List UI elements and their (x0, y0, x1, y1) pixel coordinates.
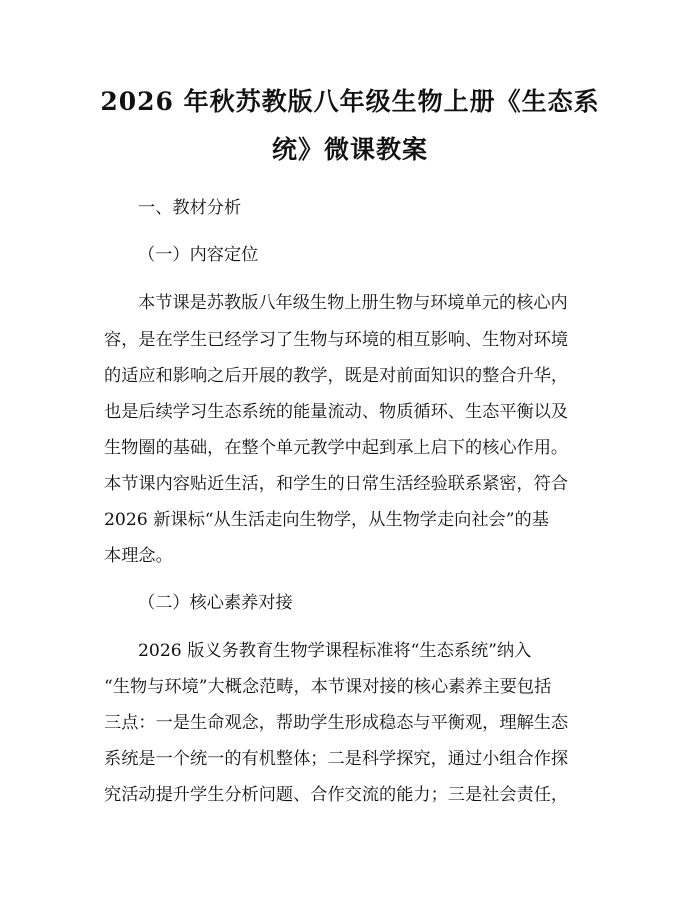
paragraph-1-line: 本节课是苏教版八年级生物上册生物与环境单元的核心内 (138, 293, 568, 313)
paragraph-2-line: “生物与环境”大概念范畴，本节课对接的核心素养主要包括 (104, 677, 552, 697)
paragraph-2-line: 三点：一是生命观念，帮助学生形成稳态与平衡观，理解生态 (104, 713, 569, 733)
paragraph-1-line: 2026 新课标“从生活走向生物学，从生物学走向社会”的基 (104, 510, 549, 530)
paragraph-1-line: 的适应和影响之后开展的教学，既是对前面知识的整合升华， (104, 366, 569, 386)
paragraph-2-line: 系统是一个统一的有机整体；二是科学探究，通过小组合作探 (104, 749, 569, 769)
paragraph-2-line: 2026 版义务教育生物学课程标准将“生态系统”纳入 (138, 641, 532, 661)
subsection-heading-core-literacy: （二）核心素养对接 (138, 593, 293, 613)
paragraph-1-line: 也是后续学习生态系统的能量流动、物质循环、生态平衡以及 (104, 402, 569, 422)
subsection-heading-content-positioning: （一）内容定位 (138, 245, 259, 265)
paragraph-1-line: 生物圈的基础，在整个单元教学中起到承上启下的核心作用。 (104, 438, 569, 458)
paragraph-1-line: 本节课内容贴近生活，和学生的日常生活经验联系紧密，符合 (104, 474, 569, 494)
document-title-line-2: 统》微课教案 (271, 135, 428, 164)
paragraph-1-line: 本理念。 (104, 546, 173, 566)
section-heading-materials-analysis: 一、教材分析 (138, 198, 242, 218)
paragraph-2-line: 究活动提升学生分析问题、合作交流的能力；三是社会责任， (104, 785, 569, 805)
document-title-line-1: 2026 年秋苏教版八年级生物上册《生态系 (100, 87, 600, 116)
paragraph-1-line: 容，是在学生已经学习了生物与环境的相互影响、生物对环境 (104, 330, 569, 350)
